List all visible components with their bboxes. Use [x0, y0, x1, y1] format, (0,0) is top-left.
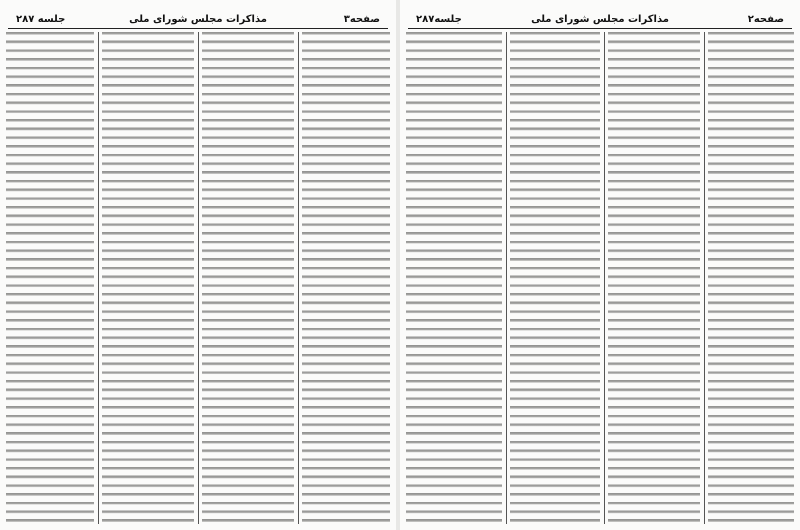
column-divider: [98, 32, 99, 524]
text-column: [202, 32, 294, 524]
text-column: [406, 32, 502, 524]
session-number: جلسه۲۸۷: [416, 14, 462, 25]
text-column: [302, 32, 390, 524]
text-column: [102, 32, 194, 524]
column-divider: [198, 32, 199, 524]
text-column: [6, 32, 94, 524]
page-header: [8, 14, 388, 29]
text-column: [708, 32, 794, 524]
text-column: [608, 32, 700, 524]
column-divider: [298, 32, 299, 524]
right-page: [400, 0, 800, 530]
session-number: جلسه ۲۸۷: [16, 14, 66, 25]
page-number: صفحه۲: [747, 14, 784, 25]
text-column: [510, 32, 600, 524]
header-title: مذاکرات مجلس شورای ملی: [531, 14, 669, 25]
column-divider: [704, 32, 705, 524]
header-title: مذاکرات مجلس شورای ملی: [129, 14, 267, 25]
page-number: صفحه۳: [343, 14, 380, 25]
left-page: [0, 0, 396, 530]
page-header: [408, 14, 792, 29]
column-divider: [604, 32, 605, 524]
column-divider: [506, 32, 507, 524]
